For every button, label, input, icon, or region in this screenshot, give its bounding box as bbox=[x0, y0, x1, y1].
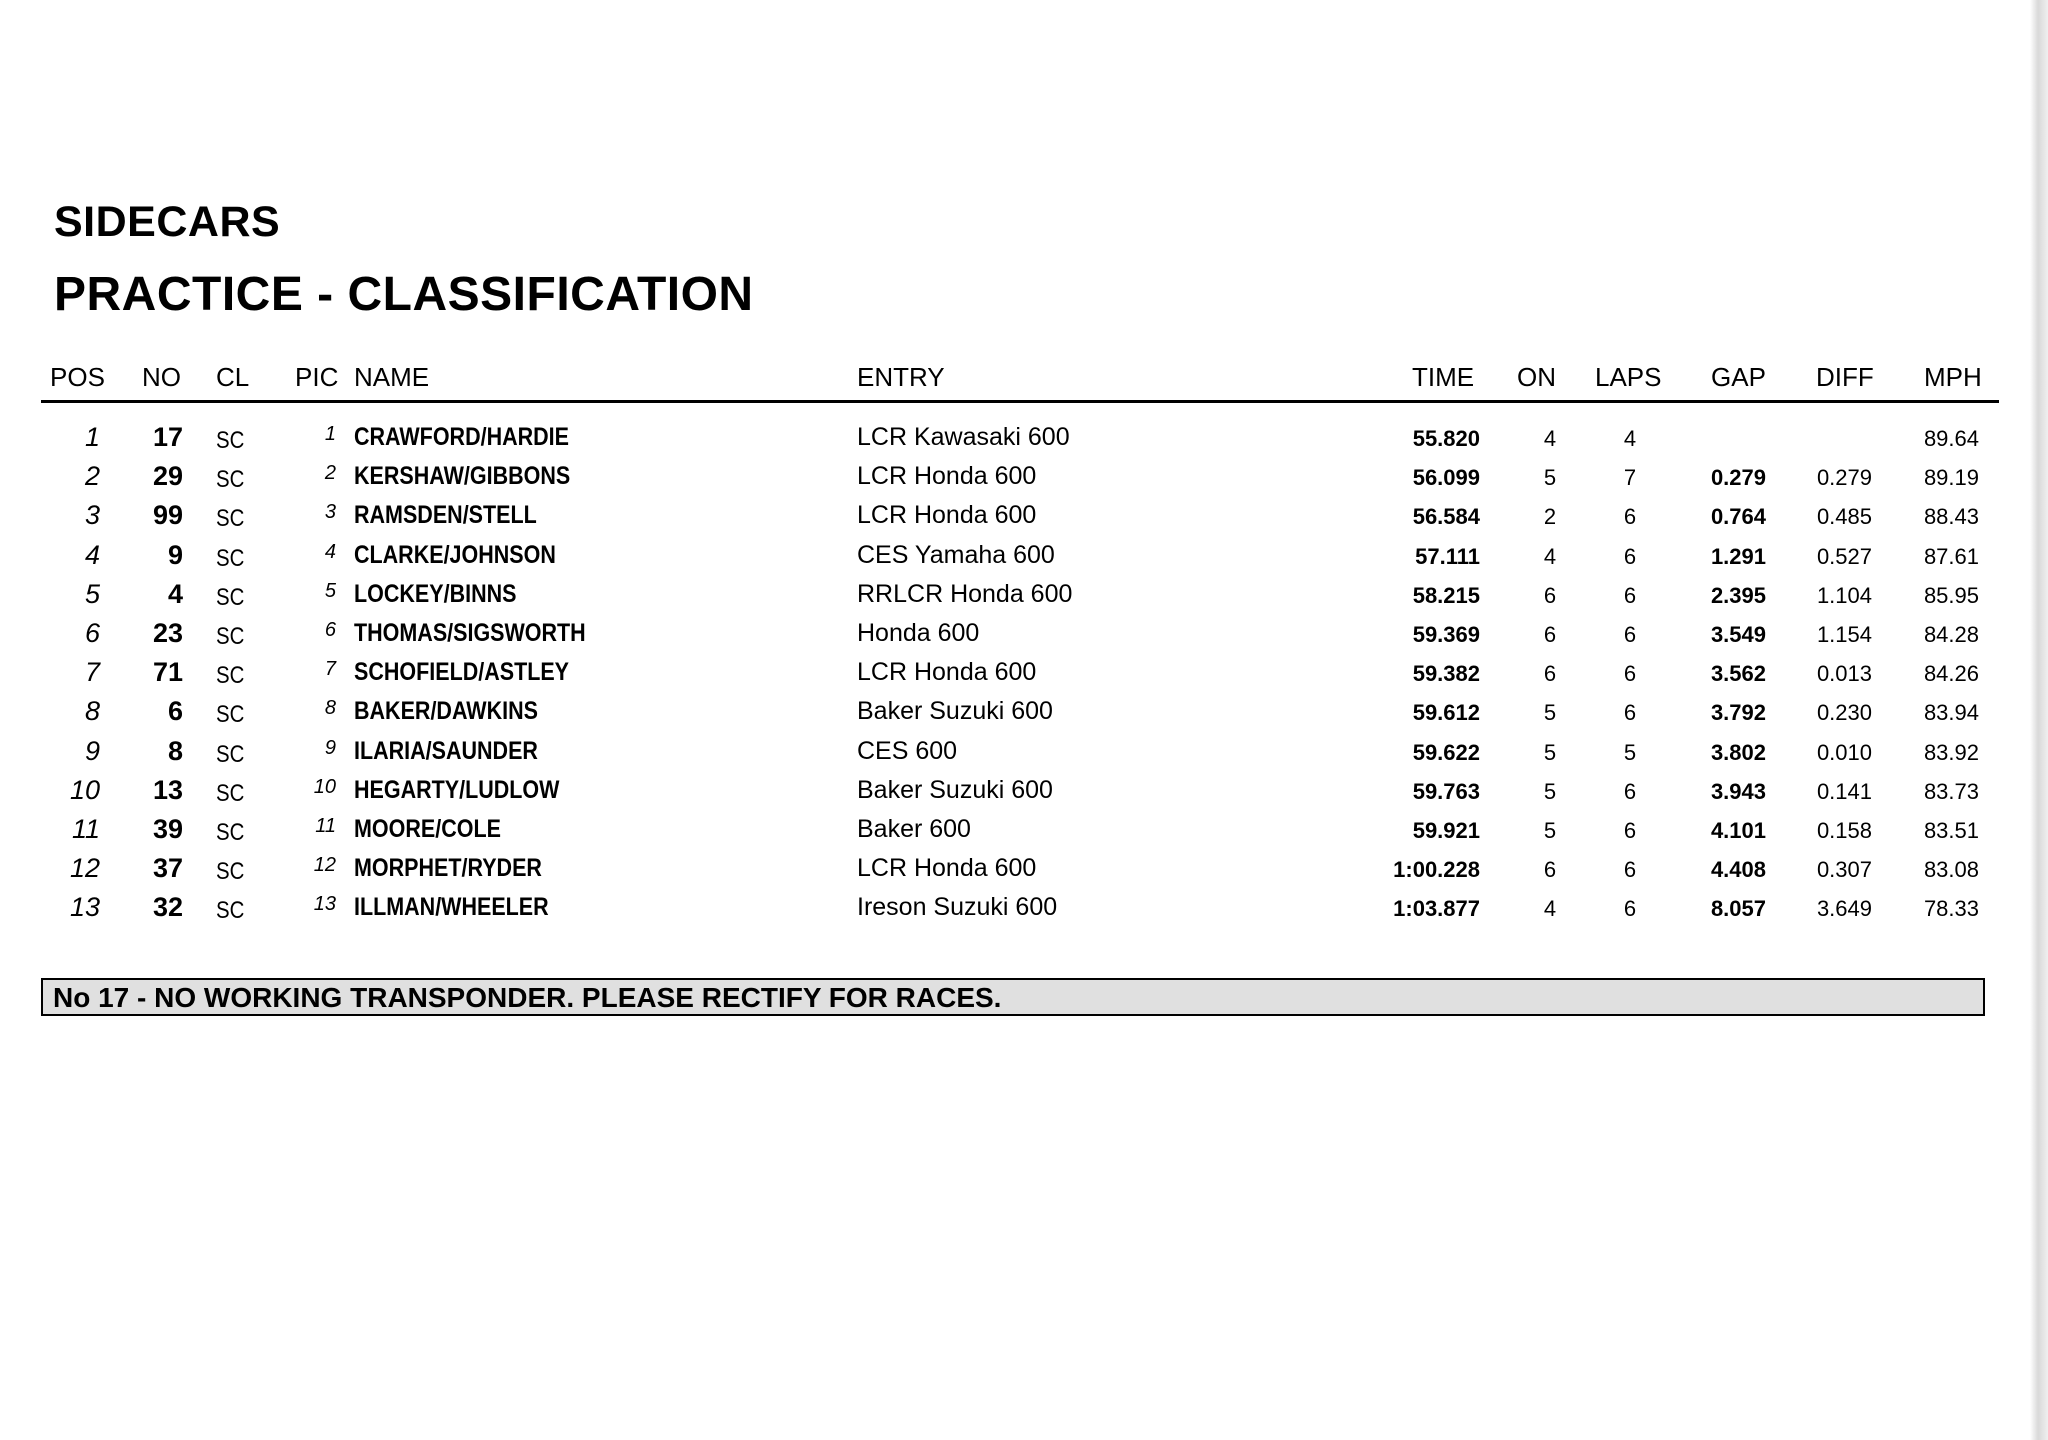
laps-cell: 6 bbox=[1623, 504, 1637, 530]
table-row bbox=[0, 888, 2048, 927]
table-row bbox=[0, 810, 2048, 849]
classification-table bbox=[0, 418, 2048, 927]
mph-cell: 88.43 bbox=[1923, 504, 1979, 530]
class-cell: SC bbox=[216, 505, 245, 533]
entry-cell: LCR Honda 600 bbox=[857, 462, 1037, 491]
header-pos: POS bbox=[50, 362, 105, 392]
table-row bbox=[0, 732, 2048, 771]
entry-cell: Baker Suzuki 600 bbox=[857, 775, 1053, 804]
header-mph: MPH bbox=[1924, 362, 1982, 392]
diff-cell: 1.154 bbox=[1816, 621, 1872, 647]
pos-cell: 12 bbox=[69, 853, 100, 884]
header-cl: CL bbox=[216, 362, 250, 392]
on-cell: 5 bbox=[1543, 778, 1557, 804]
on-cell: 4 bbox=[1543, 543, 1557, 569]
header-pic: PIC bbox=[295, 362, 339, 392]
gap-cell: 3.943 bbox=[1710, 778, 1766, 804]
number-cell: 71 bbox=[152, 657, 183, 688]
header-no: NO bbox=[142, 362, 181, 392]
diff-cell: 0.230 bbox=[1816, 700, 1872, 726]
number-cell: 23 bbox=[152, 617, 183, 648]
gap-cell bbox=[1660, 419, 1766, 458]
gap-cell: 3.562 bbox=[1710, 661, 1766, 687]
laps-cell: 5 bbox=[1623, 739, 1637, 765]
pic-cell: 6 bbox=[324, 618, 336, 641]
gap-cell: 1.291 bbox=[1710, 543, 1766, 569]
name-cell: KERSHAW/GIBBONS bbox=[354, 462, 571, 491]
mph-cell: 87.61 bbox=[1923, 543, 1979, 569]
pic-cell: 7 bbox=[324, 658, 336, 681]
gap-cell: 4.101 bbox=[1710, 817, 1766, 843]
table-row bbox=[0, 496, 2048, 535]
laps-cell: 6 bbox=[1623, 582, 1637, 608]
mph-cell: 83.08 bbox=[1923, 857, 1979, 883]
pos-cell: 13 bbox=[69, 892, 100, 923]
on-cell: 5 bbox=[1543, 739, 1557, 765]
time-cell: 59.612 bbox=[1412, 700, 1480, 726]
entry-cell: Baker Suzuki 600 bbox=[857, 697, 1053, 726]
name-cell: LOCKEY/BINNS bbox=[354, 579, 517, 608]
number-cell: 17 bbox=[152, 422, 183, 452]
pos-cell: 11 bbox=[71, 813, 100, 844]
number-cell: 4 bbox=[167, 578, 183, 609]
pos-cell: 7 bbox=[84, 657, 100, 688]
entry-cell: CES Yamaha 600 bbox=[857, 540, 1055, 569]
number-cell: 13 bbox=[152, 774, 183, 805]
time-cell: 58.215 bbox=[1412, 582, 1480, 608]
time-cell: 1:03.877 bbox=[1393, 896, 1480, 922]
on-cell: 6 bbox=[1543, 621, 1557, 647]
class-cell: SC bbox=[216, 818, 245, 846]
mph-cell: 83.73 bbox=[1923, 778, 1979, 804]
pos-cell: 9 bbox=[84, 735, 100, 766]
header-entry: ENTRY bbox=[857, 362, 945, 392]
entry-cell: RRLCR Honda 600 bbox=[857, 579, 1073, 608]
mph-cell: 83.51 bbox=[1923, 817, 1979, 843]
table-row bbox=[0, 653, 2048, 692]
time-cell: 59.921 bbox=[1412, 817, 1480, 843]
pic-cell: 5 bbox=[324, 579, 336, 602]
time-cell: 59.382 bbox=[1412, 661, 1480, 687]
on-cell: 5 bbox=[1543, 817, 1557, 843]
on-cell: 6 bbox=[1543, 661, 1557, 687]
name-cell: CRAWFORD/HARDIE bbox=[354, 423, 569, 451]
gap-cell: 3.549 bbox=[1710, 621, 1766, 647]
class-cell: SC bbox=[216, 583, 245, 611]
on-cell: 5 bbox=[1543, 465, 1557, 491]
laps-cell: 6 bbox=[1623, 857, 1637, 883]
mph-cell: 85.95 bbox=[1923, 582, 1979, 608]
diff-cell: 0.307 bbox=[1816, 857, 1872, 883]
pos-cell: 6 bbox=[84, 617, 100, 648]
laps-cell: 6 bbox=[1623, 621, 1637, 647]
header-diff: DIFF bbox=[1816, 362, 1874, 392]
class-cell: SC bbox=[216, 858, 245, 886]
number-cell: 8 bbox=[167, 735, 183, 766]
on-cell: 6 bbox=[1543, 857, 1557, 883]
diff-cell: 0.527 bbox=[1816, 543, 1872, 569]
pos-cell: 5 bbox=[84, 578, 100, 609]
on-cell: 4 bbox=[1543, 426, 1557, 451]
header-name: NAME bbox=[354, 362, 430, 392]
pos-cell: 8 bbox=[84, 696, 100, 727]
mph-cell: 83.94 bbox=[1923, 700, 1979, 726]
laps-cell: 4 bbox=[1623, 426, 1637, 451]
entry-cell: Baker 600 bbox=[857, 814, 971, 843]
document-subtitle: PRACTICE - CLASSIFICATION bbox=[54, 268, 754, 321]
pic-cell: 9 bbox=[324, 736, 336, 759]
number-cell: 39 bbox=[152, 813, 183, 844]
diff-cell: 0.010 bbox=[1816, 739, 1872, 765]
mph-cell: 84.28 bbox=[1923, 621, 1979, 647]
pic-cell: 4 bbox=[324, 540, 336, 563]
name-cell: THOMAS/SIGSWORTH bbox=[354, 618, 586, 647]
diff-cell: 0.158 bbox=[1816, 817, 1872, 843]
table-row bbox=[0, 457, 2048, 496]
gap-cell: 3.802 bbox=[1710, 739, 1766, 765]
gap-cell: 0.279 bbox=[1710, 465, 1766, 491]
table-row bbox=[0, 614, 2048, 653]
laps-cell: 6 bbox=[1623, 778, 1637, 804]
class-cell: SC bbox=[216, 622, 245, 650]
diff-cell: 0.013 bbox=[1816, 661, 1872, 687]
entry-cell: CES 600 bbox=[857, 736, 958, 765]
name-cell: BAKER/DAWKINS bbox=[354, 697, 538, 726]
class-cell: SC bbox=[216, 544, 245, 572]
header-laps: LAPS bbox=[1595, 362, 1662, 392]
time-cell: 59.763 bbox=[1412, 778, 1480, 804]
table-row bbox=[0, 692, 2048, 731]
table-row bbox=[0, 575, 2048, 614]
on-cell: 4 bbox=[1543, 896, 1557, 922]
name-cell: MOORE/COLE bbox=[354, 814, 501, 843]
transponder-notice: No 17 - NO WORKING TRANSPONDER. PLEASE RECTIFY FOR RACES. bbox=[41, 978, 1985, 1016]
time-cell: 1:00.228 bbox=[1393, 857, 1480, 883]
gap-cell: 2.395 bbox=[1710, 582, 1766, 608]
number-cell: 6 bbox=[167, 696, 183, 727]
mph-cell: 89.19 bbox=[1923, 465, 1979, 491]
document-title: SIDECARS bbox=[54, 198, 281, 246]
pos-cell: 2 bbox=[84, 461, 100, 492]
gap-cell: 0.764 bbox=[1710, 504, 1766, 530]
entry-cell: Honda 600 bbox=[857, 618, 980, 647]
time-cell: 56.584 bbox=[1412, 504, 1480, 530]
diff-cell: 3.649 bbox=[1816, 896, 1872, 922]
mph-cell: 78.33 bbox=[1923, 896, 1979, 922]
class-cell: SC bbox=[216, 779, 245, 807]
name-cell: RAMSDEN/STELL bbox=[354, 501, 537, 530]
time-cell: 59.622 bbox=[1412, 739, 1480, 765]
table-row bbox=[0, 849, 2048, 888]
pic-cell: 13 bbox=[313, 893, 336, 916]
class-cell: SC bbox=[216, 662, 245, 690]
time-cell: 56.099 bbox=[1412, 465, 1480, 491]
diff-cell: 0.279 bbox=[1816, 465, 1872, 491]
name-cell: SCHOFIELD/ASTLEY bbox=[354, 658, 570, 687]
class-cell: SC bbox=[216, 466, 245, 494]
time-cell: 55.820 bbox=[1412, 426, 1480, 451]
entry-cell: LCR Kawasaki 600 bbox=[857, 423, 1070, 451]
time-cell: 59.369 bbox=[1412, 621, 1480, 647]
on-cell: 6 bbox=[1543, 582, 1557, 608]
laps-cell: 6 bbox=[1623, 896, 1637, 922]
gap-cell: 4.408 bbox=[1710, 857, 1766, 883]
pic-cell: 8 bbox=[324, 697, 336, 720]
header-rule bbox=[41, 400, 1999, 403]
diff-cell: 1.104 bbox=[1816, 582, 1872, 608]
laps-cell: 6 bbox=[1623, 700, 1637, 726]
pic-cell: 10 bbox=[313, 775, 336, 798]
number-cell: 37 bbox=[152, 853, 183, 884]
table-row bbox=[0, 418, 2048, 457]
entry-cell: LCR Honda 600 bbox=[857, 854, 1037, 883]
laps-cell: 7 bbox=[1623, 465, 1637, 491]
laps-cell: 6 bbox=[1623, 543, 1637, 569]
on-cell: 5 bbox=[1543, 700, 1557, 726]
table-row bbox=[0, 771, 2048, 810]
mph-cell: 83.92 bbox=[1923, 739, 1979, 765]
gap-cell: 3.792 bbox=[1710, 700, 1766, 726]
diff-cell bbox=[1760, 419, 1872, 458]
diff-cell: 0.485 bbox=[1816, 504, 1872, 530]
class-cell: SC bbox=[216, 701, 245, 729]
name-cell: HEGARTY/LUDLOW bbox=[354, 775, 560, 804]
number-cell: 99 bbox=[152, 500, 183, 531]
mph-cell: 89.64 bbox=[1923, 426, 1979, 451]
pic-cell: 3 bbox=[324, 501, 336, 524]
header-time: TIME bbox=[1412, 362, 1475, 392]
name-cell: ILARIA/SAUNDER bbox=[354, 736, 538, 765]
entry-cell: LCR Honda 600 bbox=[857, 501, 1037, 530]
laps-cell: 6 bbox=[1623, 661, 1637, 687]
class-cell: SC bbox=[216, 740, 245, 768]
entry-cell: LCR Honda 600 bbox=[857, 658, 1037, 687]
header-gap: GAP bbox=[1711, 362, 1766, 392]
class-cell: SC bbox=[216, 427, 245, 454]
header-on: ON bbox=[1517, 362, 1556, 392]
class-cell: SC bbox=[216, 897, 245, 925]
name-cell: ILLMAN/WHEELER bbox=[354, 893, 549, 922]
pos-cell: 1 bbox=[84, 422, 100, 452]
table-row bbox=[0, 536, 2048, 575]
mph-cell: 84.26 bbox=[1923, 661, 1979, 687]
number-cell: 29 bbox=[152, 461, 183, 492]
name-cell: CLARKE/JOHNSON bbox=[354, 540, 556, 569]
pos-cell: 10 bbox=[69, 774, 100, 805]
name-cell: MORPHET/RYDER bbox=[354, 854, 542, 883]
pos-cell: 4 bbox=[84, 539, 100, 570]
gap-cell: 8.057 bbox=[1710, 896, 1766, 922]
pic-cell: 12 bbox=[313, 854, 336, 877]
pos-cell: 3 bbox=[84, 500, 100, 531]
time-cell: 57.111 bbox=[1415, 543, 1480, 569]
number-cell: 32 bbox=[152, 892, 183, 923]
pic-cell: 1 bbox=[324, 423, 336, 445]
on-cell: 2 bbox=[1543, 504, 1557, 530]
pic-cell: 2 bbox=[324, 462, 336, 485]
diff-cell: 0.141 bbox=[1816, 778, 1872, 804]
number-cell: 9 bbox=[167, 539, 183, 570]
pic-cell: 11 bbox=[315, 814, 336, 837]
entry-cell: Ireson Suzuki 600 bbox=[857, 893, 1058, 922]
laps-cell: 6 bbox=[1623, 817, 1637, 843]
